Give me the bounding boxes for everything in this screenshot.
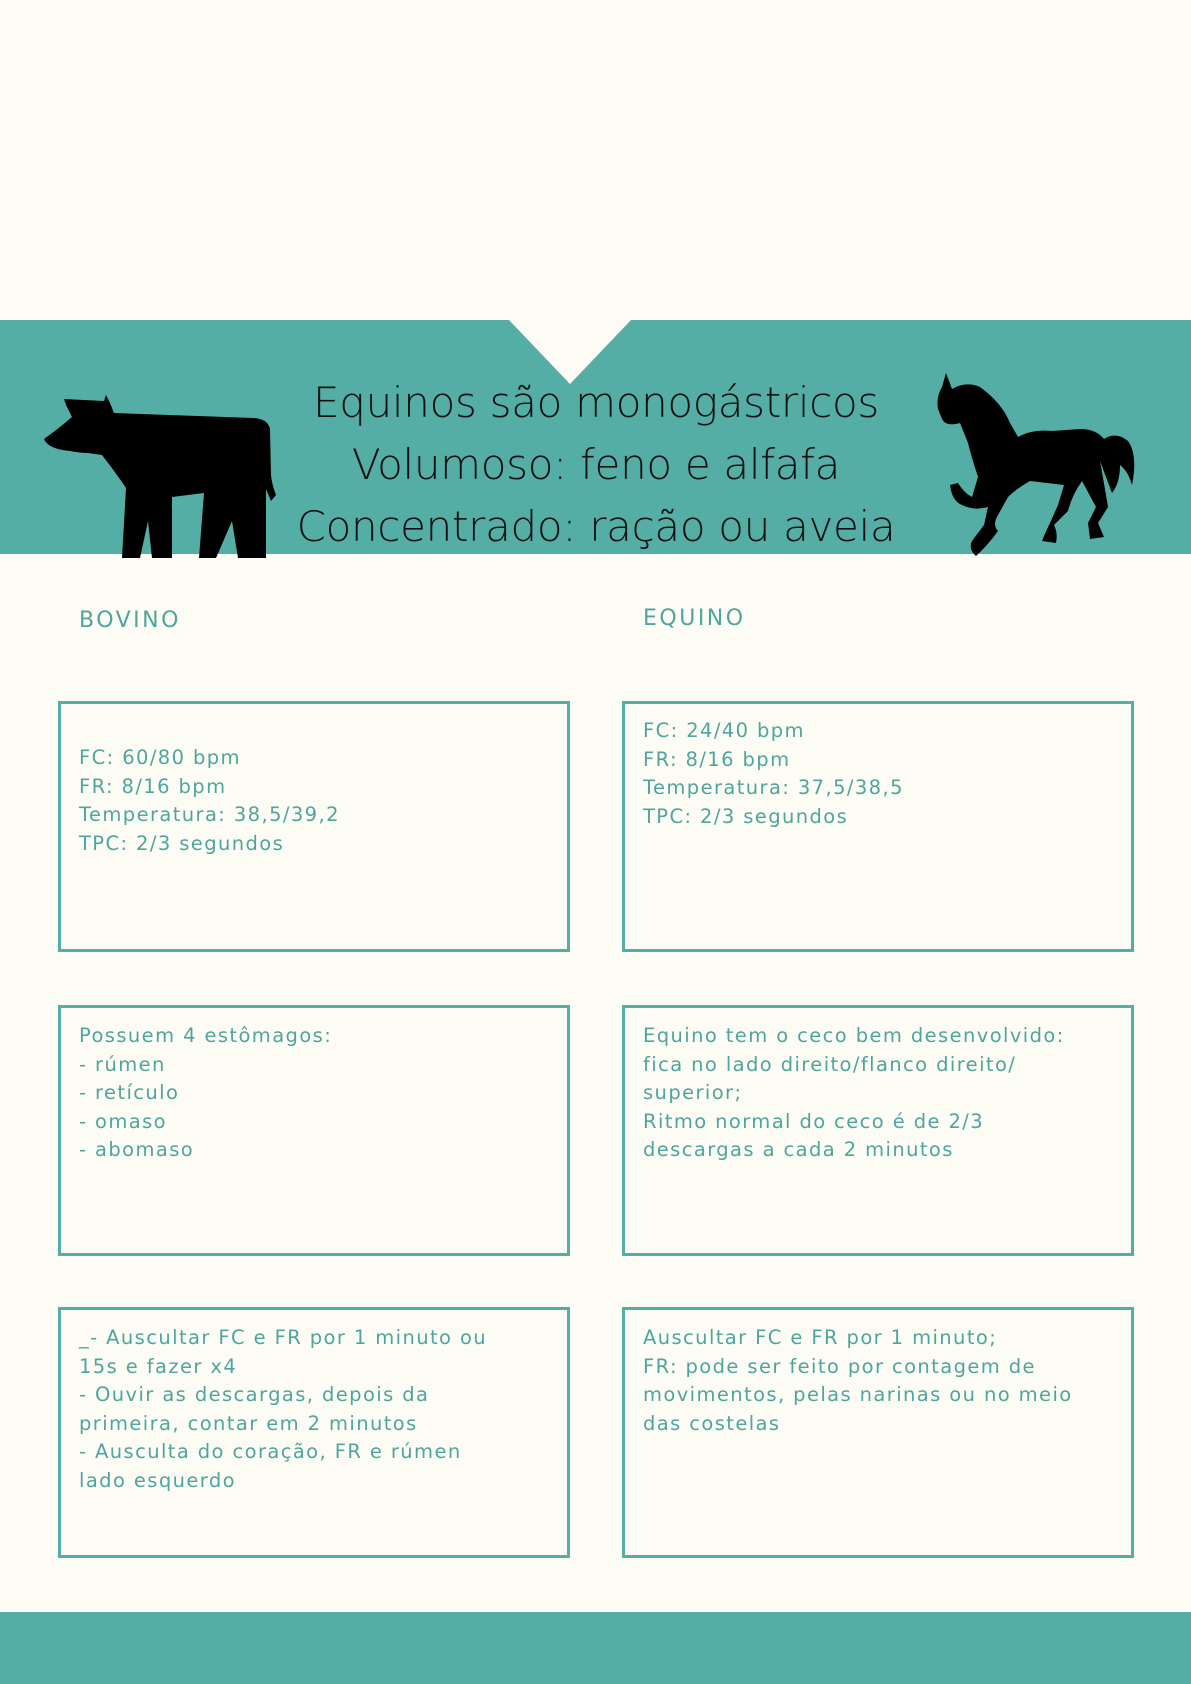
equino-cecum-card <box>622 1005 1134 1256</box>
banner-line: Concentrado: ração ou aveia <box>296 502 896 551</box>
banner-line: Equinos são monogástricos <box>312 378 880 427</box>
card-line: FC: 24/40 bpm <box>643 719 805 742</box>
footer-band <box>0 1612 1191 1684</box>
card-line: Auscultar FC e FR por 1 minuto; <box>643 1326 998 1349</box>
equino-auscultation-card <box>622 1307 1134 1558</box>
card-line: FR: 8/16 bpm <box>643 747 791 771</box>
bovino-auscultation-card <box>58 1307 570 1558</box>
bovino-vitals-card <box>58 701 570 952</box>
card-line: fica no lado direito/flanco direito/ <box>643 1052 1017 1076</box>
card-line: Possuem 4 estômagos: <box>79 1024 333 1047</box>
card-line: FC: 60/80 bpm <box>79 746 241 769</box>
card-line: das costelas <box>643 1411 781 1435</box>
card-line: descargas a cada 2 minutos <box>643 1138 954 1161</box>
card-line: - Ausculta do coração, FR e rúmen <box>79 1440 462 1463</box>
card-line: superior; <box>643 1081 743 1104</box>
column-title-bovino: BOVINO <box>79 608 181 633</box>
card-line: TPC: 2/3 segundos <box>643 804 849 828</box>
card-line: - omaso <box>79 1109 167 1133</box>
equino-vitals-card <box>622 701 1134 952</box>
card-line: - abomaso <box>79 1138 195 1161</box>
card-line: primeira, contar em 2 minutos <box>79 1411 418 1435</box>
banner-line: Volumoso: feno e alfafa <box>351 440 841 489</box>
card-line: FR: 8/16 bpm <box>79 774 227 798</box>
column-title-equino: EQUINO <box>643 606 746 631</box>
card-line: Temperatura: 37,5/38,5 <box>643 776 904 799</box>
card-line: - Ouvir as descargas, depois da <box>79 1383 430 1406</box>
card-line: 15s e fazer x4 <box>79 1354 238 1378</box>
card-line: - retículo <box>79 1081 180 1104</box>
card-line: lado esquerdo <box>79 1468 236 1492</box>
card-line: FR: pode ser feito por contagem de <box>643 1354 1036 1378</box>
card-line: Ritmo normal do ceco é de 2/3 <box>643 1109 985 1133</box>
bovino-stomach-card <box>58 1005 570 1256</box>
horse-silhouette-icon <box>932 373 1138 556</box>
card-line: _- Auscultar FC e FR por 1 minuto ou <box>79 1326 488 1349</box>
card-line: TPC: 2/3 segundos <box>79 831 285 855</box>
card-line: Temperatura: 38,5/39,2 <box>79 803 340 826</box>
card-line: Equino tem o ceco bem desenvolvido: <box>643 1024 1065 1047</box>
card-line: - rúmen <box>79 1052 166 1076</box>
card-line: movimentos, pelas narinas ou no meio <box>643 1383 1073 1406</box>
banner-text <box>246 372 946 558</box>
